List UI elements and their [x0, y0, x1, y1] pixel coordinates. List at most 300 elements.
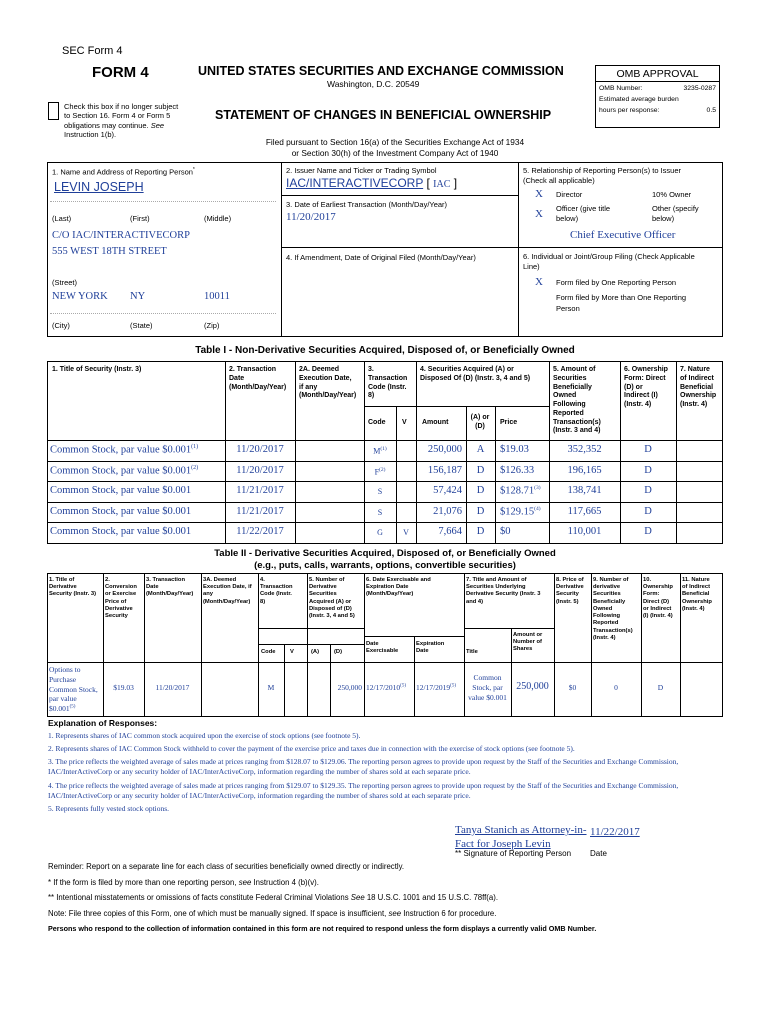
- table2-title: [47, 548, 723, 572]
- t2-header-h5: [309, 577, 355, 620]
- t1-row-code: [364, 487, 396, 496]
- t2-header-line: (Instr. 3, 4 and 5): [309, 613, 355, 620]
- t2-header-h6: [366, 577, 431, 599]
- t2-row-ul-amount: 250,000: [516, 681, 549, 692]
- t1-h1: 1. Title of Security (Instr. 3): [52, 366, 142, 373]
- t1-row-ad: D: [476, 464, 485, 476]
- t2-row-ul-title-line: value $0.001: [468, 692, 507, 702]
- checkbox-instructions: [64, 102, 194, 140]
- t2-sub-sub_code: Code: [261, 649, 276, 655]
- issuer-name-link[interactable]: IAC/INTERACTIVECORP: [286, 176, 424, 190]
- t1-row-date: 11/20/2017: [236, 464, 284, 476]
- t2-header-line: Execution Date, if: [203, 584, 252, 591]
- t1-h2-line: (Month/Day/Year): [229, 383, 287, 391]
- t2-header-line: Code (Instr.: [260, 591, 292, 598]
- t1-row-title: [50, 444, 198, 456]
- t2-row-date-ex-text: 12/17/2010: [366, 683, 401, 692]
- t1-row-amount: 250,000: [427, 444, 462, 455]
- t2-sub-col-line: [307, 644, 308, 716]
- ten-pct-owner-label: 10% Owner: [652, 190, 692, 199]
- t2-header-line: Transaction: [260, 584, 293, 591]
- t1-row-price-text: $129.15: [500, 506, 535, 517]
- t2-header-line: 8. Price of: [556, 577, 584, 583]
- t1-row-code-sup: (2): [379, 466, 386, 473]
- t2-header-line: Ownership: [682, 598, 712, 605]
- t2-row-title-text: Common Stock,: [49, 684, 98, 694]
- t1-h6-line: (D) or: [624, 383, 643, 391]
- explanation-notes: [48, 731, 723, 817]
- t2-header-line: Security (Instr. 3): [49, 591, 97, 598]
- t2-header-line: Beneficially: [593, 598, 626, 605]
- t2-col-line: [554, 573, 555, 716]
- t1-h5-line: Owned: [553, 392, 577, 400]
- t1-row-form: D: [644, 444, 652, 455]
- footer-note-c: Instruction 6 for procedure.: [403, 909, 497, 919]
- t2-sub-line: Date: [416, 648, 429, 655]
- t1-col-line: [722, 361, 723, 543]
- t2-sub-col-line: [284, 644, 285, 716]
- t2-col-line: [201, 573, 202, 716]
- t2-row-title-text: Options to: [49, 665, 81, 674]
- street-label: (Street): [52, 278, 78, 287]
- form-title: FORM 4: [92, 64, 149, 81]
- t1-sub-ad-line: (A) or: [470, 414, 490, 421]
- t1-row-code: [364, 446, 396, 456]
- t2-row-title-line: [49, 675, 98, 685]
- ticker-symbol: IAC: [433, 179, 451, 190]
- t1-row-line: [47, 461, 723, 462]
- t1-h5-line: Reported: [553, 409, 584, 417]
- director-label: Director: [556, 190, 583, 199]
- t1-row-code-text: S: [377, 507, 383, 517]
- city-value: NEW YORK: [52, 291, 108, 302]
- signature-label: ** Signature of Reporting Person: [455, 849, 572, 858]
- t1-row-price-text: $126.33: [500, 464, 535, 476]
- t2-row-owned: 0: [614, 683, 618, 692]
- t2-header-line: 7. Title and Amount of: [466, 577, 527, 583]
- t2-border-head: [47, 662, 723, 663]
- t1-row-owned: 352,352: [567, 444, 602, 455]
- t1-row-owned: 110,001: [567, 526, 602, 537]
- zip-label: (Zip): [204, 321, 220, 330]
- t2-col-line: [680, 573, 681, 716]
- state-label: (State): [130, 321, 153, 330]
- checkbox-text-line: Check this box if no longer subject: [64, 102, 179, 111]
- footer: [48, 862, 723, 933]
- t1-row-title: [50, 485, 191, 496]
- t1-row-amount: 57,424: [433, 485, 462, 496]
- t1-row-price: [500, 506, 541, 518]
- t2-col-line: [144, 573, 145, 716]
- issuer-line: [286, 176, 457, 190]
- footer-note-b: see: [388, 909, 402, 919]
- footer-star-note: [48, 878, 723, 888]
- t2-border-top: [47, 573, 723, 574]
- filed-line: or Section 30(h) of the Investment Company Act of 1940: [291, 148, 499, 159]
- t2-header-line: Disposed of (D): [309, 605, 352, 612]
- t1-row-price: [500, 444, 529, 455]
- t1-row-price: [500, 526, 511, 537]
- checkbox-text-line: to Section 16. Form 4 or Form 5: [64, 111, 171, 121]
- t1-row-code-text: M: [373, 446, 381, 456]
- t2-header-line: (Instr. 4): [682, 605, 705, 612]
- t1-h2-line: 2. Transaction: [229, 366, 277, 373]
- t1-h7-line: Ownership: [680, 392, 717, 400]
- checkbox-see: See: [150, 120, 165, 130]
- t2-header-line: of Indirect: [682, 584, 711, 591]
- t2-header-line: Derivative Security (Instr. 3: [466, 591, 541, 598]
- t2-row-exp-sup: (5): [450, 683, 457, 689]
- t2-sub-line-4: [258, 644, 364, 645]
- checkbox-text-line: Instruction 1(b).: [64, 130, 117, 140]
- t2-header-line: Security: [556, 591, 579, 598]
- t2-header-line: Securities: [593, 591, 621, 598]
- t1-h7-line: of Indirect: [680, 374, 714, 382]
- t2-row-title-line: [49, 704, 98, 714]
- reporting-person-name[interactable]: LEVIN JOSEPH: [54, 180, 144, 194]
- t2-header-line: 9. Number of: [593, 577, 629, 583]
- t1-border-top: [47, 361, 723, 362]
- t1-row-line: [47, 481, 723, 482]
- t2-header-line: 5. Number of: [309, 577, 345, 583]
- t2-header-line: Price of: [105, 598, 127, 605]
- t1-h5-line: Beneficially: [553, 383, 592, 391]
- t1-row-amount: 7,664: [438, 526, 462, 537]
- t1-row-v: V: [403, 528, 409, 537]
- t2-row-title-line: [49, 685, 98, 695]
- t1-h6-line: (Instr. 4): [624, 401, 652, 408]
- t2-col-line: [103, 573, 104, 716]
- t1-row-price-sup: (4): [534, 505, 541, 512]
- t2-row-ul-title-line: Common: [473, 673, 502, 682]
- t2-header-line: Securities Underlying: [466, 584, 526, 591]
- other-label-line: below): [652, 214, 675, 224]
- t2-header-line: Securities: [309, 591, 337, 598]
- t2-header-line: Transaction(s): [593, 627, 633, 634]
- t1-row-code-text: G: [377, 528, 383, 537]
- t2-header-line: 10.: [643, 577, 652, 583]
- footer-star-b: see: [238, 877, 252, 887]
- t2-row-date-ex: [366, 683, 406, 692]
- t1-h3-line: Code (Instr.: [368, 383, 407, 391]
- one-person-label: Form filed by One Reporting Person: [556, 278, 677, 287]
- t2-header-line: Owned: [593, 605, 613, 612]
- table2-title-line: Table II - Derivative Securities Acquired, Disposed of, or Beneficially Owned: [214, 548, 556, 559]
- t2-header-line: 3. Transaction: [146, 577, 185, 583]
- t1-row-ad: D: [476, 485, 485, 496]
- signature-name-line: Fact for Joseph Levin: [455, 838, 551, 851]
- omb-number-label: OMB Number:: [599, 85, 643, 92]
- t2-header-line: Derivative: [49, 584, 77, 591]
- t1-row-form: D: [644, 485, 652, 496]
- t1-row-owned: 138,741: [567, 485, 602, 496]
- t2-header-h9: [593, 577, 633, 642]
- t2-sub-sub_date_ex: [366, 641, 398, 655]
- t1-h5: [553, 366, 601, 436]
- statement-title: STATEMENT OF CHANGES IN BENEFICIAL OWNERSHIP: [215, 108, 552, 122]
- t1-h3-line: 8): [368, 392, 375, 400]
- t1-h2a-line: Execution Date,: [299, 374, 352, 382]
- t2-row-ul-title: [464, 673, 511, 702]
- t2-header-line: 4.: [260, 577, 265, 583]
- earliest-transaction-date: 11/20/2017: [286, 211, 336, 223]
- t2-header-line: Derivative: [309, 584, 337, 591]
- explanation-note: 1. Represents shares of IAC common stock acquired upon the exercise of stock options (see footnote 5).: [48, 731, 361, 740]
- t1-h2-line: Date: [229, 374, 245, 382]
- t1-h3-line: Transaction: [368, 374, 408, 382]
- t1-row-owned: 196,165: [567, 464, 602, 476]
- box5-label: [523, 166, 681, 186]
- t1-h2a-line: if any: [299, 383, 318, 391]
- t1-row-date: 11/22/2017: [236, 526, 284, 537]
- t1-h2a: [299, 366, 356, 401]
- t2-sub-line: Date: [366, 641, 379, 647]
- box2-label: 2. Issuer Name and Ticker or Trading Symbol: [286, 166, 437, 175]
- last-label: (Last): [52, 214, 72, 223]
- box1-star: *: [192, 167, 195, 173]
- footer-star-c: Instruction 4 (b)(v).: [253, 877, 319, 887]
- t1-row-title-sup: (1): [191, 444, 199, 450]
- t1-row-ad: D: [476, 505, 485, 517]
- t2-row-date: 11/20/2017: [155, 683, 190, 692]
- t1-h7-line: 7. Nature: [680, 366, 710, 373]
- t1-h6-line: 6. Ownership: [624, 366, 668, 373]
- t1-sub-ad-line: (D): [475, 422, 485, 430]
- t1-row-line: [47, 522, 723, 523]
- t1-row-code-text: F: [374, 467, 380, 477]
- t2-row-exp: [416, 683, 456, 692]
- omb-hours-label: hours per response:: [599, 107, 660, 114]
- t2-sub-col-line: [330, 644, 331, 716]
- t2-header-line: Expiration Date: [366, 584, 409, 591]
- t2-header-line: 1. Title of: [49, 577, 75, 583]
- t1-h6-line: Indirect (I): [624, 392, 658, 400]
- t1-col-line: [47, 361, 48, 543]
- t2-sub-line-7: [464, 628, 554, 629]
- t1-row-code-sup: (1): [380, 446, 387, 452]
- t2-header-line: Ownership: [643, 584, 673, 591]
- footer-star-a: * If the form is filed by more than one reporting person,: [48, 877, 237, 887]
- t2-header-h2: [105, 577, 137, 620]
- box6-label-line: 6. Individual or Joint/Group Filing (Check Applicable: [523, 252, 695, 261]
- t2-header-line: Conversion: [105, 584, 137, 591]
- t2-col-line: [47, 573, 48, 716]
- address-line-1: C/O IAC/INTERACTIVECORP: [52, 230, 190, 241]
- signature-name: [455, 823, 587, 852]
- omb-burden: Estimated average burden: [599, 96, 679, 103]
- t1-sub-price: Price: [500, 419, 518, 426]
- t2-row-title-text: $0.001: [49, 704, 70, 713]
- signature-date-label: Date: [590, 849, 607, 858]
- t2-header-line: Following: [593, 613, 621, 620]
- t2-header-h3a: [203, 577, 252, 606]
- t1-row-title-text: Common Stock, par value $0.001: [50, 526, 192, 537]
- t1-h4-line: 4. Securities Acquired (A) or: [420, 366, 514, 373]
- omb-number-value: 3235-0287: [683, 85, 716, 92]
- filed-pursuant: [220, 137, 570, 159]
- t2-row-d: 250,000: [337, 683, 362, 692]
- t1-row-price-text: $19.03: [500, 444, 529, 455]
- t2-header-line: any: [203, 591, 213, 598]
- t1-row-title: [50, 506, 191, 517]
- t1-h5-line: Transaction(s): [553, 418, 601, 426]
- director-mark[interactable]: X: [535, 188, 543, 200]
- t2-header-h8: [556, 577, 584, 606]
- t2-row-title-text: Purchase: [49, 674, 77, 684]
- t2-header-line: Derivative: [556, 584, 584, 591]
- ticker-bracket-close: ]: [453, 176, 458, 190]
- t2-header-h7: [466, 577, 540, 606]
- t2-row-title-text: par value: [49, 694, 77, 704]
- officer-title: Chief Executive Officer: [570, 229, 676, 241]
- t2-col-line: [591, 573, 592, 716]
- t1-row-ad: A: [476, 444, 485, 455]
- signature-date: 11/22/2017: [590, 826, 640, 838]
- t2-header-line: (Instr. 5): [556, 598, 579, 605]
- t2-header-line: 11. Nature: [682, 577, 710, 583]
- t2-row-title-sup: (5): [69, 704, 76, 710]
- t1-row-title-text: Common Stock, par value $0.001: [50, 485, 192, 496]
- t1-row-code: [364, 467, 396, 477]
- t1-sub-v: V: [402, 419, 407, 426]
- signature-name-line: Tanya Stanich as Attorney-in-: [455, 824, 587, 836]
- t1-sub-col-line: [396, 406, 397, 543]
- t2-header-line: Beneficial: [682, 591, 710, 598]
- t1-h7-line: (Instr. 4): [680, 401, 708, 408]
- table2-title-line: (e.g., puts, calls, warrants, options, convertible securities): [254, 559, 516, 571]
- city-label: (City): [52, 321, 70, 330]
- t2-sub-line: Shares: [513, 646, 533, 653]
- t1-h6: [624, 366, 668, 410]
- t1-row-title-text: Common Stock, par value $0.001: [50, 465, 192, 476]
- t1-row-owned: 117,665: [567, 505, 602, 517]
- t2-header-line: (I) (Instr. 4): [643, 613, 673, 620]
- footer-note-a: Note: File three copies of this Form, one of which must be manually signed. If space is insufficient,: [48, 909, 387, 919]
- t2-sub-line-5: [258, 628, 364, 629]
- t1-h2a-line: 2A. Deemed: [299, 366, 340, 373]
- one-person-mark[interactable]: X: [535, 276, 543, 288]
- t2-sub-col-line: [511, 628, 512, 716]
- t1-h7: [680, 366, 716, 410]
- officer-label-line: Officer (give title: [556, 204, 611, 213]
- footer-dstar-b: See: [350, 893, 365, 903]
- sec-form-label: SEC Form 4: [62, 45, 123, 57]
- t1-row-form: D: [644, 464, 652, 476]
- omb-approval-box: [595, 65, 720, 128]
- t2-header-line: 2.: [105, 577, 110, 583]
- omb-title: OMB APPROVAL: [596, 66, 719, 82]
- t1-sub-col-line: [495, 406, 496, 543]
- t1-h5-line: Securities: [553, 374, 587, 382]
- t1-row-title-sup: (2): [191, 464, 199, 471]
- t1-row-line: [47, 502, 723, 503]
- t2-header-line: or Indirect: [643, 605, 672, 612]
- box3-label: 3. Date of Earliest Transaction (Month/Day/Year): [286, 200, 448, 209]
- no-longer-subject-checkbox[interactable]: [48, 102, 59, 120]
- officer-label-line: below): [556, 214, 579, 224]
- t1-row-title: [50, 526, 191, 537]
- t2-header-line: and 4): [466, 598, 484, 605]
- box1-label-text: 1. Name and Address of Reporting Person: [52, 167, 193, 177]
- t1-row-title-text: Common Stock, par value $0.001: [50, 505, 192, 517]
- t2-header-line: 3A. Deemed: [203, 577, 237, 583]
- box5-label-line: (Check all applicable): [523, 175, 595, 185]
- t2-header-line: (Instr. 4): [593, 634, 616, 641]
- t2-header-h4: [260, 577, 293, 606]
- t1-h5-line: (Instr. 3 and 4): [553, 427, 601, 435]
- t2-header-line: Reported: [593, 620, 619, 627]
- t2-row-form: D: [657, 683, 664, 692]
- t2-header-h10: [643, 577, 673, 620]
- t2-sub-sub_a: (A): [311, 649, 320, 655]
- t2-sub-sub_amount: [513, 632, 542, 654]
- footer-reminder: Reminder: Report on a separate line for each class of securities beneficially owned directly or indirectly.: [48, 862, 405, 871]
- t1-h2a-line: (Month/Day/Year): [299, 392, 357, 400]
- t2-header-line: Derivative: [105, 605, 133, 612]
- zip-value: 10011: [204, 291, 230, 302]
- t1-h3-line: 3.: [368, 366, 374, 373]
- t1-row-amount: 21,076: [433, 505, 462, 517]
- t1-h7-line: Beneficial: [680, 383, 714, 391]
- t1-row-price-text: $128.71: [500, 485, 535, 497]
- t2-header-line: (Month/Day/Year): [203, 598, 251, 605]
- box6-label: [523, 252, 695, 272]
- box4-label: 4. If Amendment, Date of Original Filed (Month/Day/Year): [286, 253, 476, 262]
- officer-mark[interactable]: X: [535, 208, 543, 220]
- t1-h5-line: Following: [553, 401, 586, 408]
- box6-label-line: Line): [523, 262, 540, 272]
- t2-header-line: Form:: [643, 591, 660, 598]
- t1-row-title: [50, 465, 198, 477]
- t2-sub-sub_d: (D): [334, 649, 343, 655]
- t1-row-code: [364, 508, 396, 517]
- t1-h6-line: Form: Direct: [624, 374, 666, 382]
- t1-sub-code: Code: [368, 419, 386, 426]
- omb-number-row: [596, 82, 719, 92]
- t2-row-exp-text: 12/17/2019: [416, 683, 451, 692]
- checkbox-text-line: [64, 121, 194, 130]
- checkbox-text: obligations may continue.: [64, 120, 149, 130]
- t1-row-code-text: S: [377, 487, 383, 496]
- more-persons-line: Form filed by More than One Reporting: [556, 293, 687, 302]
- t2-header-h3: [146, 577, 193, 599]
- box5-label-line: 5. Relationship of Reporting Person(s) to Issuer: [523, 166, 681, 175]
- t1-row-price: [500, 465, 534, 476]
- t1-h3: [368, 366, 407, 401]
- t2-sub-line: Number of: [513, 639, 542, 646]
- t1-col-line: [676, 361, 677, 543]
- more-persons-line: Person: [556, 303, 580, 313]
- footer-dstar-a: ** Intentional misstatements or omissions of facts constitute Federal Criminal Violations: [48, 893, 349, 903]
- t2-header-line: or Exercise: [105, 591, 137, 598]
- t2-row-deriv-price: $0: [568, 683, 577, 692]
- t1-h2: [229, 366, 286, 392]
- t2-sub-line: Expiration: [416, 641, 445, 647]
- filed-line: Filed pursuant to Section 16(a) of the Securities Exchange Act of 1934: [265, 137, 525, 147]
- t2-header-line: 6. Date Exercisable and: [366, 577, 431, 583]
- t1-row-price: [500, 485, 541, 497]
- t2-row-title-line: [49, 665, 98, 675]
- t2-header-line: Acquired (A) or: [309, 598, 352, 605]
- t1-row-date: 11/21/2017: [236, 485, 284, 496]
- t2-row-title: [49, 665, 98, 714]
- t2-row-ul-title-line: Stock, par: [472, 682, 503, 692]
- t1-row-date: 11/20/2017: [236, 444, 284, 455]
- middle-label: (Middle): [204, 214, 232, 223]
- t2-row-code: M: [267, 683, 275, 692]
- t1-row-title-text: Common Stock, par value $0.001: [50, 444, 192, 456]
- t1-row-ad: D: [476, 526, 485, 537]
